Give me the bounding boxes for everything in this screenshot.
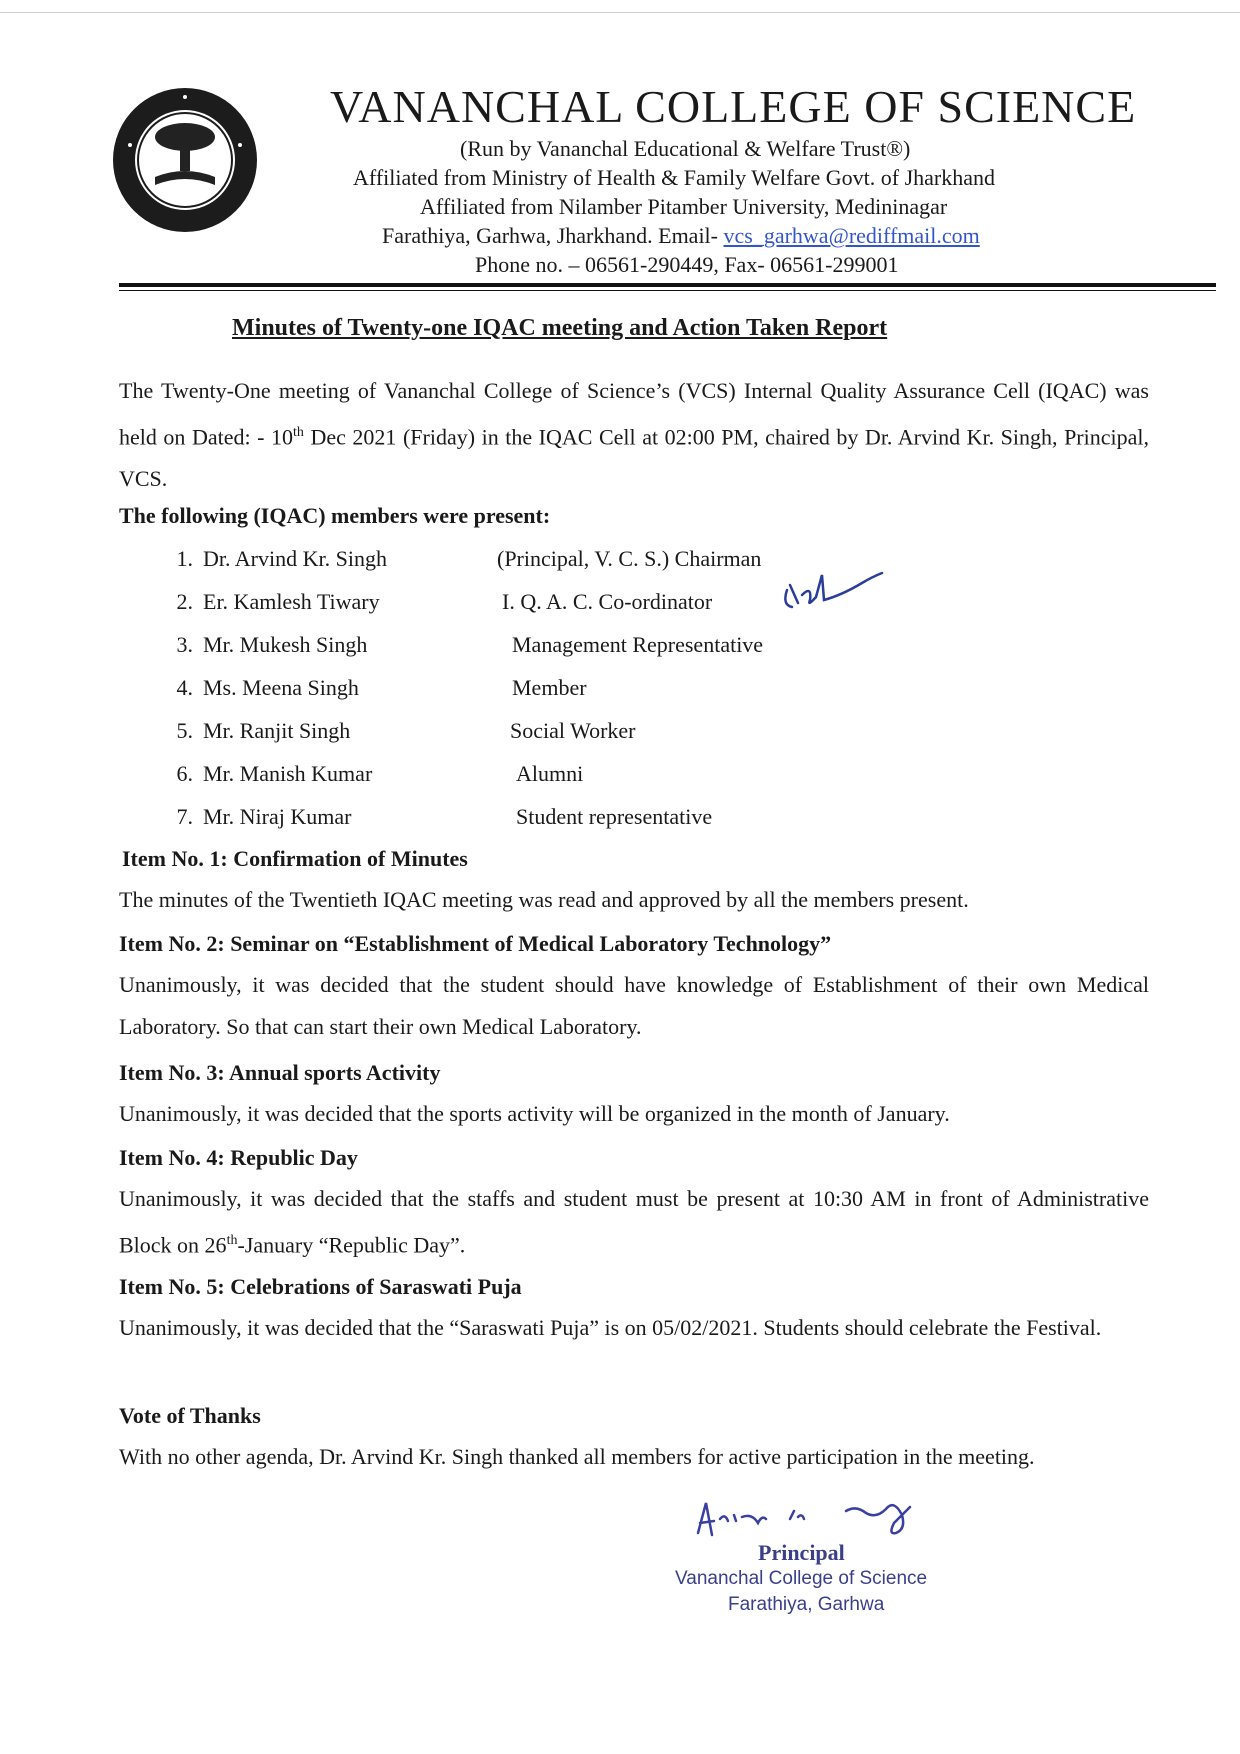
item4-text-1: Unanimously, it was decided that the staffs and student must be present at 10:30 AM in front of Administrative Block on 26 xyxy=(119,1186,1149,1258)
address-text: Farathiya, Garhwa, Jharkhand. Email- xyxy=(382,223,724,248)
header-affiliation-university: Affiliated from Nilamber Pitamber University, Medininagar xyxy=(420,194,948,219)
member-row xyxy=(155,718,350,744)
item4-sup: th xyxy=(226,1233,238,1248)
member-role: Social Worker xyxy=(510,718,636,743)
member-number: 5. xyxy=(176,718,193,743)
thanks-text: With no other agenda, Dr. Arvind Kr. Singh thanked all members for active participation in the meeting. xyxy=(119,1444,1035,1469)
item4-heading: Item No. 4: Republic Day xyxy=(119,1145,358,1170)
stamp-principal: Principal xyxy=(758,1540,845,1565)
member-role: I. Q. A. C. Co-ordinator xyxy=(502,589,713,614)
item4-text-2: -January “Republic Day”. xyxy=(237,1232,466,1258)
trust-seal-icon xyxy=(110,85,260,235)
member-name: Mr. Manish Kumar xyxy=(203,761,373,786)
member-number: 4. xyxy=(176,675,193,700)
header-phone-line: Phone no. – 06561-290449, Fax- 06561-299001 xyxy=(475,252,899,277)
member-row xyxy=(155,804,351,830)
document-title: Minutes of Twenty-one IQAC meeting and Action Taken Report xyxy=(232,315,888,341)
header-trust-line: (Run by Vananchal Educational & Welfare Trust®) xyxy=(460,136,911,161)
member-name: Mr. Niraj Kumar xyxy=(203,804,352,829)
item3-text: Unanimously, it was decided that the sports activity will be organized in the month of January. xyxy=(119,1101,950,1126)
member-role: (Principal, V. C. S.) Chairman xyxy=(497,546,762,571)
member-number: 6. xyxy=(176,761,193,786)
item4-text xyxy=(119,1178,1149,1266)
item5-heading: Item No. 5: Celebrations of Saraswati Puja xyxy=(119,1274,522,1299)
email-link[interactable]: vcs_garhwa@rediffmail.com xyxy=(723,223,980,248)
member-row xyxy=(155,632,367,658)
college-name: VANANCHAL COLLEGE OF SCIENCE xyxy=(330,81,1137,132)
member-name: Dr. Arvind Kr. Singh xyxy=(203,546,387,571)
item2-text: Unanimously, it was decided that the student should have knowledge of Establishment of their own Medical Laboratory. So that can start their own Medical Laboratory. xyxy=(119,972,1149,1039)
header-divider-thick xyxy=(119,283,1216,287)
member-row xyxy=(155,546,387,572)
member-role: Member xyxy=(512,675,587,700)
stamp-location: Farathiya, Garhwa xyxy=(728,1594,885,1615)
stamp-college: Vananchal College of Science xyxy=(675,1568,928,1589)
item3-heading: Item No. 3: Annual sports Activity xyxy=(119,1060,441,1085)
coordinator-signature xyxy=(772,555,892,625)
member-number: 3. xyxy=(176,632,193,657)
intro-paragraph xyxy=(119,370,1149,500)
header-address-line xyxy=(382,223,980,249)
member-name: Ms. Meena Singh xyxy=(203,675,359,700)
member-name: Mr. Ranjit Singh xyxy=(203,718,351,743)
item1-heading: Item No. 1: Confirmation of Minutes xyxy=(122,846,468,871)
intro-sup: th xyxy=(293,425,304,440)
item5-text: Unanimously, it was decided that the “Saraswati Puja” is on 05/02/2021. Students should celebrate the Festival. xyxy=(119,1315,1102,1340)
member-number: 2. xyxy=(176,589,193,614)
member-row xyxy=(155,761,372,787)
member-row xyxy=(155,589,380,615)
member-name: Er. Kamlesh Tiwary xyxy=(203,589,380,614)
member-role: Management Representative xyxy=(512,632,764,657)
intro-text-1: The Twenty-One meeting of Vananchal College of Science’s (VCS) Internal Quality Assurance Cell (IQAC) was held on Dated: - 10 xyxy=(119,378,1149,450)
member-role: Student representative xyxy=(516,804,713,829)
intro-text-2: Dec 2021 (Friday) in the IQAC Cell at 02:00 PM, chaired by Dr. Arvind Kr. Singh, Principal, VCS. xyxy=(119,424,1149,492)
member-number: 7. xyxy=(176,804,193,829)
item2-heading: Item No. 2: Seminar on “Establishment of Medical Laboratory Technology” xyxy=(119,931,832,956)
member-role: Alumni xyxy=(516,761,584,786)
item1-text: The minutes of the Twentieth IQAC meeting was read and approved by all the members present. xyxy=(119,887,969,912)
header-affiliation-ministry: Affiliated from Ministry of Health & Family Welfare Govt. of Jharkhand xyxy=(353,165,995,190)
member-number: 1. xyxy=(176,546,193,571)
header-divider-thin xyxy=(119,290,1216,291)
member-row xyxy=(155,675,359,701)
thanks-heading: Vote of Thanks xyxy=(119,1403,261,1428)
members-heading: The following (IQAC) members were present: xyxy=(119,503,551,528)
scan-edge-line xyxy=(0,12,1240,13)
member-name: Mr. Mukesh Singh xyxy=(203,632,368,657)
